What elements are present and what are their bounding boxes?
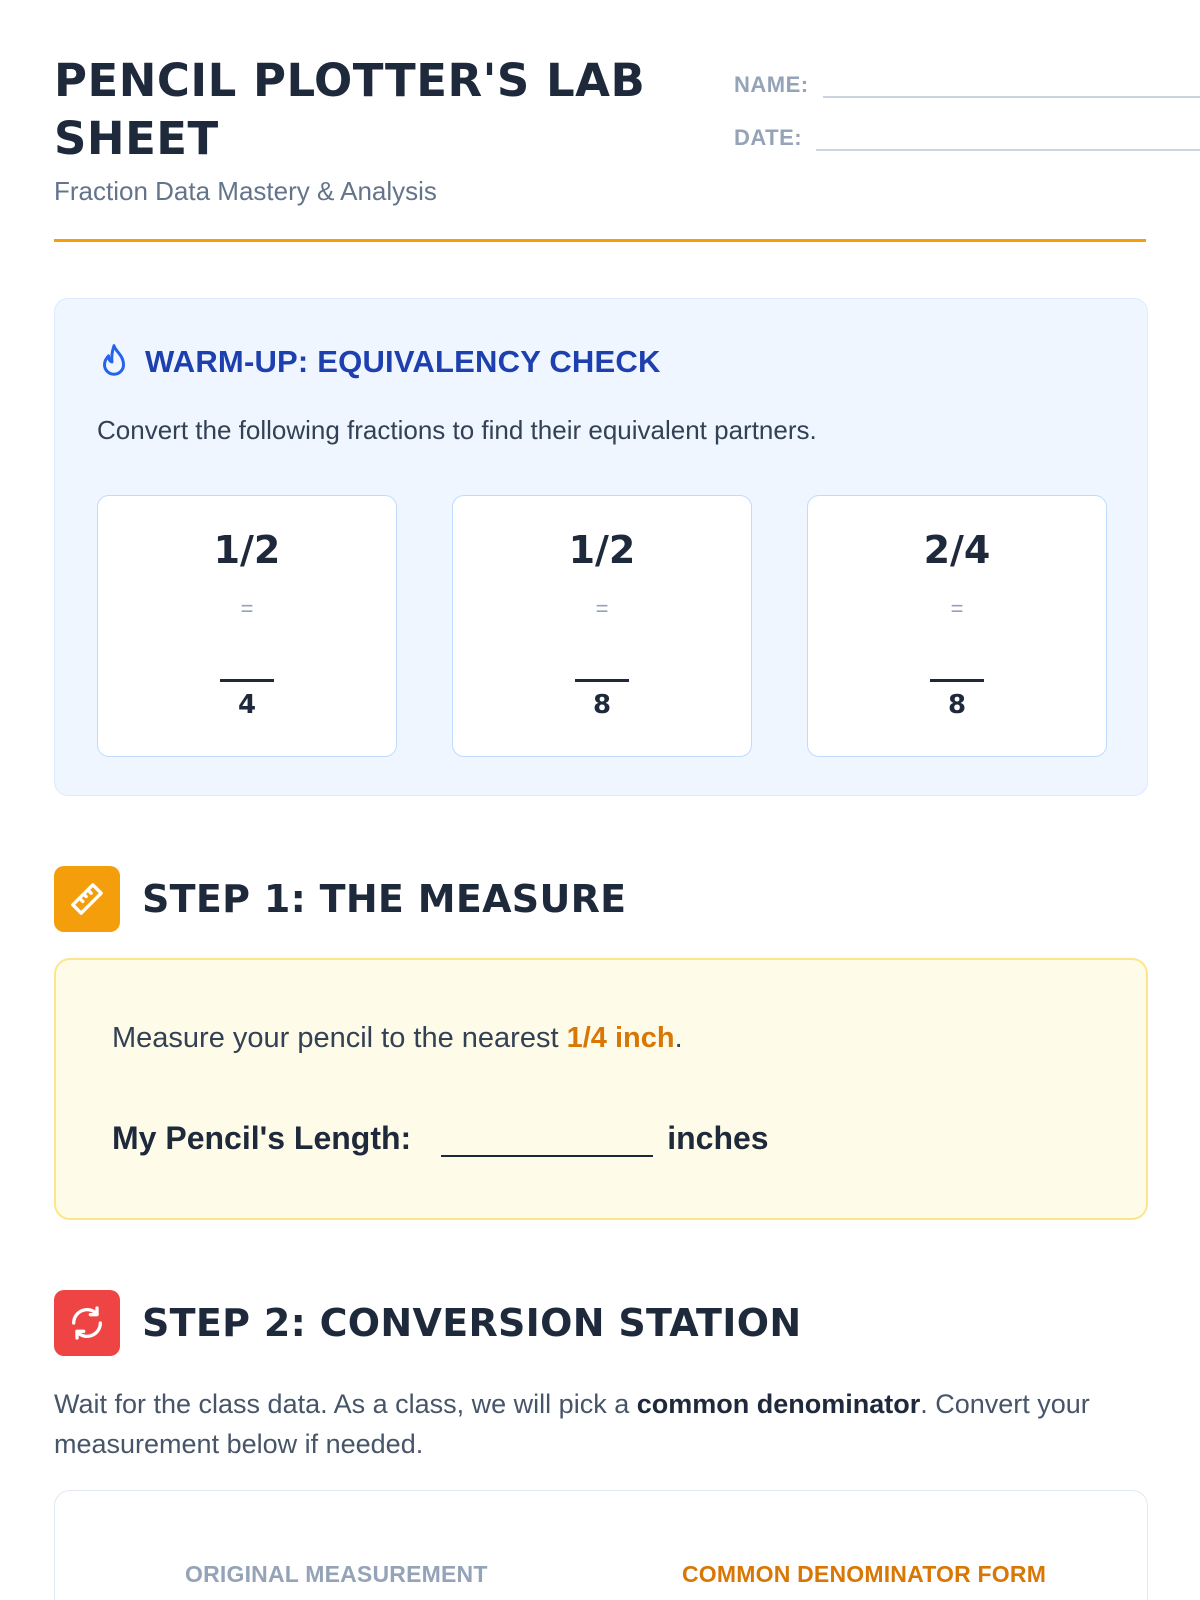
page-subtitle: Fraction Data Mastery & Analysis xyxy=(54,176,437,206)
date-field[interactable] xyxy=(816,117,1200,151)
flame-icon xyxy=(97,343,131,381)
card-fraction: 1/2 xyxy=(213,528,281,572)
card-equals: = xyxy=(595,596,609,621)
card-denominator: 8 xyxy=(947,690,967,720)
equivalency-card xyxy=(452,495,752,757)
col-original-header: ORIGINAL MEASUREMENT xyxy=(185,1561,488,1587)
measure-precision: 1/4 inch xyxy=(566,1022,675,1054)
step2-heading xyxy=(54,1290,801,1356)
name-field-row xyxy=(734,58,1200,98)
name-label: NAME: xyxy=(734,72,809,97)
step1-heading xyxy=(54,866,626,932)
card-denominator: 4 xyxy=(237,690,257,720)
equivalency-cards xyxy=(97,495,1107,757)
conversion-table xyxy=(54,1490,1148,1600)
numerator-blank[interactable] xyxy=(220,679,274,682)
numerator-blank[interactable] xyxy=(930,679,984,682)
common-denominator-term: common denominator xyxy=(636,1389,921,1419)
measure-instruction: Measure your pencil to the nearest 1/4 inch. xyxy=(112,1022,683,1054)
card-fraction: 2/4 xyxy=(923,528,991,572)
length-row xyxy=(112,1120,769,1157)
warmup-section xyxy=(54,298,1148,796)
name-field[interactable] xyxy=(823,64,1200,98)
length-input-blank[interactable] xyxy=(441,1127,653,1157)
refresh-icon xyxy=(54,1290,120,1356)
col-common-header: COMMON DENOMINATOR FORM xyxy=(682,1561,1047,1587)
equivalency-card xyxy=(807,495,1107,757)
card-equals: = xyxy=(240,596,254,621)
warmup-title: WARM-UP: EQUIVALENCY CHECK xyxy=(145,344,661,379)
numerator-blank[interactable] xyxy=(575,679,629,682)
card-fraction: 1/2 xyxy=(568,528,636,572)
length-unit: inches xyxy=(667,1120,769,1156)
warmup-instructions: Convert the following fractions to find their equivalent partners. xyxy=(97,415,817,445)
student-fields xyxy=(734,58,1200,164)
date-field-row xyxy=(734,111,1200,151)
step2-instructions: Wait for the class data. As a class, we will pick a common denominator. Convert your measurement below if needed. xyxy=(54,1389,1090,1459)
equivalency-card xyxy=(97,495,397,757)
measure-box xyxy=(54,958,1148,1220)
date-label: DATE: xyxy=(734,125,803,150)
step2-title: STEP 2: CONVERSION STATION xyxy=(142,1301,802,1345)
warmup-heading xyxy=(97,343,661,381)
card-equals: = xyxy=(950,596,964,621)
ruler-icon xyxy=(54,866,120,932)
header xyxy=(54,0,1146,242)
card-denominator: 8 xyxy=(592,690,612,720)
step1-title: STEP 1: THE MEASURE xyxy=(142,877,627,921)
length-label: My Pencil's Length: xyxy=(112,1120,412,1156)
page-title: PENCIL PLOTTER'S LAB SHEET xyxy=(54,54,646,165)
